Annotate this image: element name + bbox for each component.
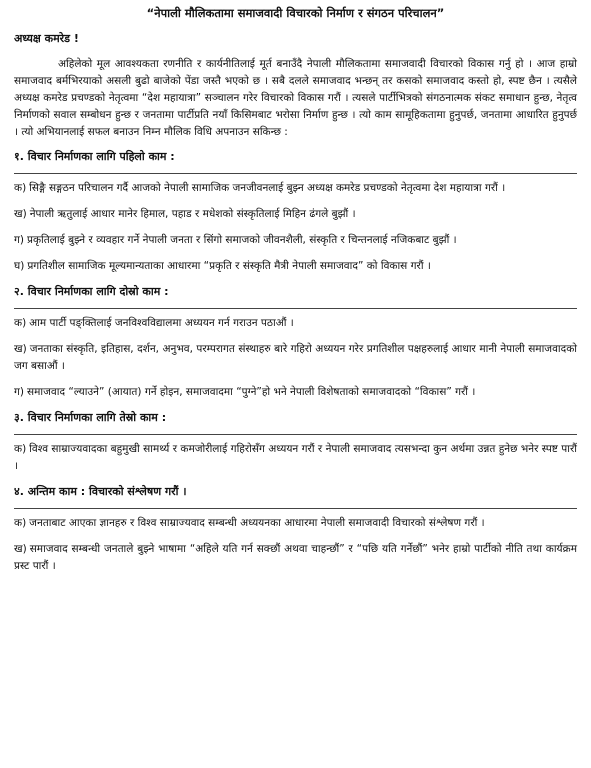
list-item <box>14 206 577 223</box>
list-item-marker: ग) <box>14 234 25 246</box>
section-heading: १. विचार निर्माणका लागि पहिलो काम : <box>14 150 175 163</box>
section-divider <box>14 434 577 435</box>
list-item-marker: क) <box>14 517 27 529</box>
list-item-marker: ख) <box>14 543 27 555</box>
list-item <box>14 541 577 575</box>
section-divider <box>14 308 577 309</box>
list-item <box>14 441 577 475</box>
list-item <box>14 258 577 275</box>
section-divider <box>14 173 577 174</box>
list-item-text: सिङ्गै सङ्गठन परिचालन गर्दै आजको नेपाली सामाजिक जनजीवनलाई बुझ्न अध्यक्ष कमरेड प्रचण्डको नेतृत्वमा देश महायात्रा गरौं । <box>29 182 506 194</box>
list-item <box>14 515 577 532</box>
list-item-marker: क) <box>14 443 27 455</box>
list-item-text: जनताका संस्कृति, इतिहास, दर्शन, अनुभव, परम्परागत संस्थाहरु बारे गहिरो अध्ययन गरेर प्रगतिशील पक्षहरुलाई आधार मानी नेपाली समाजवादको जग बसाऔं । <box>14 343 577 372</box>
section-divider <box>14 508 577 509</box>
section-heading: २. विचार निर्माणका लागि दोस्रो काम : <box>14 285 169 298</box>
document-title: “नेपाली मौलिकतामा समाजवादी विचारको निर्माण र संगठन परिचालन” <box>146 6 445 20</box>
list-item-text: नेपाली ऋतुलाई आधार मानेर हिमाल, पहाड र मधेशको संस्कृतिलाई मिहिन ढंगले बुझौं । <box>29 208 356 220</box>
list-item-marker: ख) <box>14 208 27 220</box>
list-item <box>14 384 577 401</box>
list-item-text: आम पार्टी पङ्क्तिलाई जनविश्वविद्यालमा अध्ययन गर्न गराउन पठाऔं । <box>29 317 294 329</box>
list-item <box>14 341 577 375</box>
list-item-marker: क) <box>14 182 27 194</box>
list-item-text: समाजवाद सम्बन्धी जनताले बुझ्ने भाषामा “अहिले यति गर्न सक्छौं अथवा चाहन्छौं” र “पछि यति गर्नेछौं” भनेर हाम्रो पार्टीको नीति तथा कार्यक्रम प्रस्ट पारौं । <box>14 543 577 572</box>
list-item-marker: ख) <box>14 343 27 355</box>
list-item-text: विश्व साम्राज्यवादका बहुमुखी सामर्थ्य र कमजोरीलाई गहिरोसँग अध्ययन गरौं र नेपाली समाजवाद त्यसभन्दा कुन अर्थमा उन्नत हुनेछ भनेर स्पष्ट पारौं । <box>14 443 577 472</box>
list-item-marker: क) <box>14 317 27 329</box>
list-item <box>14 232 577 249</box>
list-item-text: प्रकृतिलाई बुझ्ने र व्यवहार गर्ने नेपाली जनता र सिंगो समाजको जीवनशैली, संस्कृति र चिन्तनलाई नजिकबाट बुझौं । <box>27 234 457 246</box>
sections-container <box>14 149 577 575</box>
list-item-text: समाजवाद “ल्याउने” (आयात) गर्ने होइन, समाजवादमा “पुग्ने”हो भने नेपाली विशेषताको समाजवादको “विकास” गरौं । <box>27 386 476 398</box>
salutation: अध्यक्ष कमरेड ! <box>14 32 79 45</box>
intro-paragraph: अहिलेको मूल आवश्यकता रणनीति र कार्यनीतिलाई मूर्त बनाउँदै नेपाली मौलिकतामा समाजवादी विचारको विकास गर्नु हो । आज हाम्रो समाजवाद बर्मभिरयाको असली बुढो बाजेको पेंडा जस्तै भएको छ । सबै दलले समाजवाद भन्छन् तर कसको समाजवाद कस्तो हो, स्पष्ट छैन । त्यसैले अध्यक्ष कमरेड प्रचण्डको नेतृत्वमा “देश महायात्रा” सञ्चालन गरेर विचारको विकास गरौं । त्यसले पार्टीभित्रको संगठनात्मक संकट समाधान हुन्छ, नेतृत्व निर्माणको सवाल सम्बोधन हुन्छ र जनतामा पार्टीप्रति नयाँ किसिमबाट भरोसा निर्माण हुन्छ । त्यो काम सामूहिकतामा हुनुपर्छ, जनतामा आधारित हुनुपर्छ । त्यो अभियानलाई सफल बनाउन निम्न मौलिक विधि अपनाउन सकिन्छ : <box>14 58 577 138</box>
section-heading: ३. विचार निर्माणका लागि तेस्रो काम : <box>14 411 167 424</box>
list-item-marker: ग) <box>14 386 25 398</box>
list-item <box>14 315 577 332</box>
list-item-marker: घ) <box>14 260 25 272</box>
list-item <box>14 180 577 197</box>
list-item-text: प्रगतिशील सामाजिक मूल्यमान्यताका आधारमा “प्रकृति र संस्कृति मैत्री नेपाली समाजवाद” को विकास गरौं । <box>27 260 431 272</box>
section-heading: ४. अन्तिम काम : विचारको संश्लेषण गरौं । <box>14 485 187 498</box>
list-item-text: जनताबाट आएका ज्ञानहरु र विश्व साम्राज्यवाद सम्बन्धी अध्ययनका आधारमा नेपाली समाजवादी विचारको संश्लेषण गरौं । <box>29 517 485 529</box>
